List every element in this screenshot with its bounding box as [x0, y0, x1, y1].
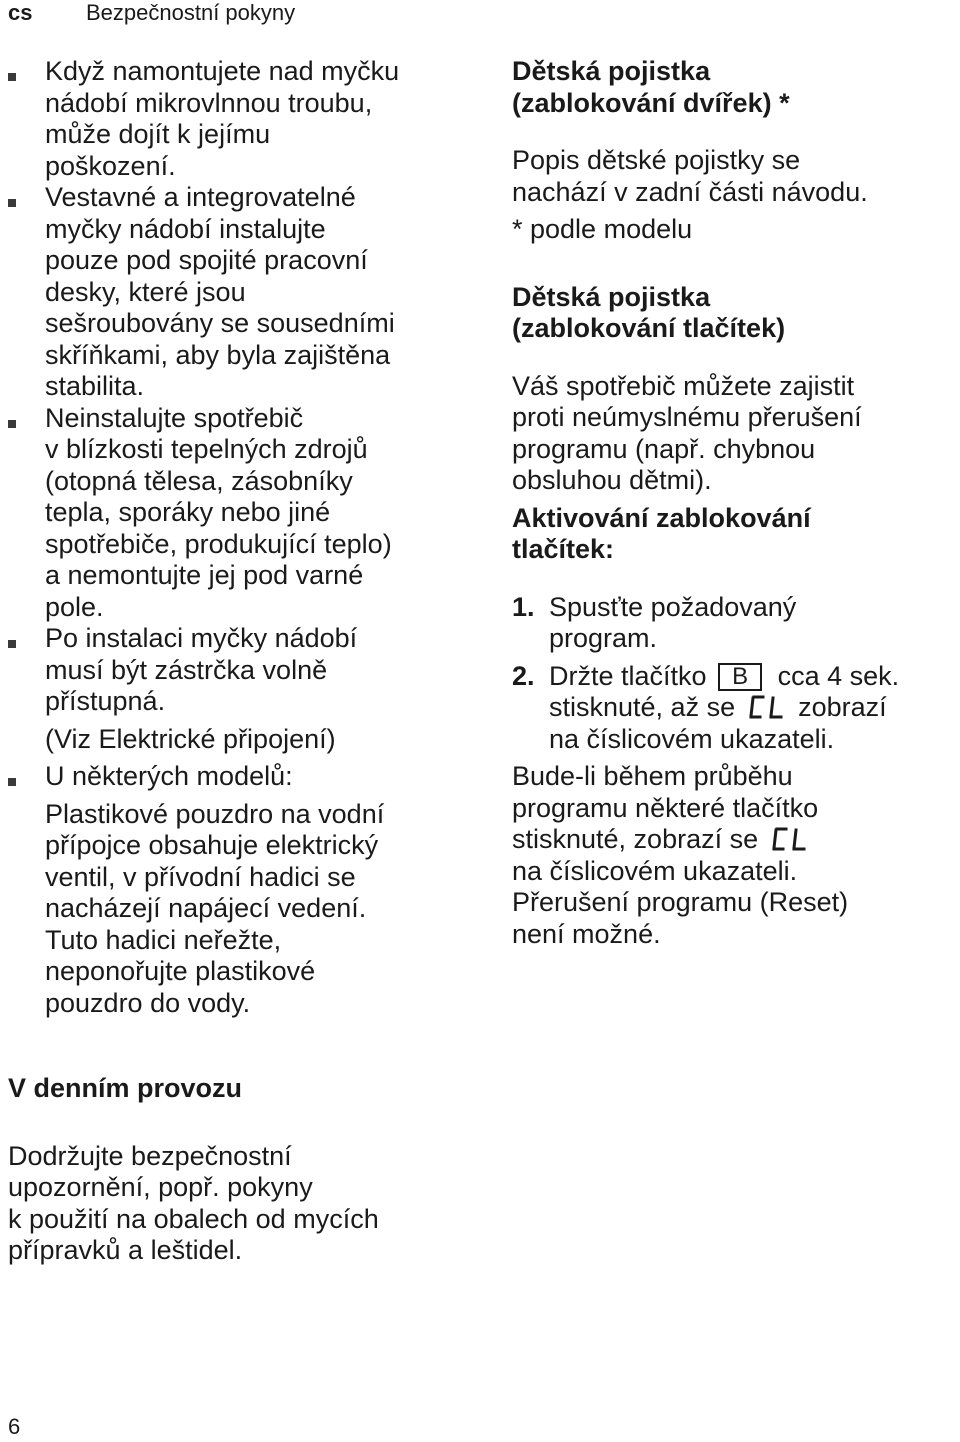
button-lock-description — [512, 371, 960, 497]
text-line: není možné. — [512, 918, 661, 949]
text-line: Po instalaci myčky nádobí — [45, 623, 358, 653]
text-line: tepla, sporáky nebo jiné — [45, 497, 331, 527]
heading-daily-operation: V denním provozu — [8, 1073, 243, 1103]
text-line: desky, které jsou — [45, 276, 246, 307]
bullet-some-models — [8, 761, 478, 793]
left-column — [8, 56, 478, 1019]
text-line: U některých modelů: — [45, 761, 293, 791]
text-line: na číslicovém ukazateli. — [549, 723, 835, 754]
text-line: pouzdro do vody. — [45, 987, 251, 1018]
heading-door-lock — [512, 56, 960, 119]
daily-operation-text — [8, 1141, 488, 1267]
cl-display-icon — [749, 694, 785, 720]
text-line: myčky nádobí instalujte — [45, 213, 326, 244]
daily-operation-section — [8, 1073, 488, 1267]
step-number: 1. — [512, 591, 535, 622]
key-b-icon: B — [718, 663, 762, 691]
right-column — [512, 56, 960, 950]
section-title: Bezpečnostní pokyny — [86, 0, 296, 25]
bullet-plug-access — [8, 623, 478, 718]
heading-activate-lock — [512, 503, 960, 566]
text-line: sešroubovány se sousedními — [45, 308, 395, 338]
text-line: přípojce obsahuje elektrický — [45, 830, 379, 860]
bullet-square-icon — [8, 73, 16, 81]
text-line: nachází v zadní části návodu. — [512, 176, 868, 207]
text-line: a nemontujte jej pod varné — [45, 560, 364, 590]
text-line: přípravků a leštidel. — [8, 1235, 243, 1265]
plastic-housing-text — [8, 799, 478, 1020]
text-line: (zablokování dvířek) * — [512, 87, 790, 118]
cl-display-icon — [772, 826, 808, 852]
step-2 — [512, 661, 960, 756]
text-line: programu (např. chybnou — [512, 433, 816, 464]
bullet-worktop — [8, 182, 478, 403]
text-line: ventil, v přívodní hadici se — [45, 861, 356, 892]
text-line: obsluhou dětmi). — [512, 465, 712, 495]
text-line: spotřebiče, produkující teplo) — [45, 528, 392, 559]
text-line: na číslicovém ukazateli. — [512, 855, 798, 886]
text-line: stabilita. — [45, 371, 145, 401]
text-line: (zablokování tlačítek) — [512, 313, 786, 343]
text-fragment: stisknuté, zobrazí se — [512, 824, 759, 854]
language-code: cs — [8, 0, 33, 25]
text-fragment: zobrazí — [798, 692, 887, 722]
heading-button-lock — [512, 282, 960, 345]
door-lock-description — [512, 145, 960, 208]
text-fragment: Držte tlačítko — [549, 660, 707, 691]
bullet-square-icon — [8, 420, 16, 428]
step-1 — [512, 592, 960, 655]
text-line: skříňkami, aby byla zajištěna — [45, 339, 391, 370]
text-line: Váš spotřebič můžete zajistit — [512, 370, 855, 401]
text-line: Popis dětské pojistky se — [512, 145, 801, 175]
text-line: Bude-li během průběhu — [512, 761, 793, 791]
text-line: Dětská pojistka — [512, 56, 711, 86]
text-fragment: stisknuté, až se — [549, 692, 736, 722]
text-line: Dodržujte bezpečnostní — [8, 1140, 292, 1171]
text-line — [549, 692, 960, 724]
text-line: Když namontujete nad myčku — [45, 56, 400, 86]
text-line: poškození. — [45, 150, 176, 181]
model-note: * podle modelu — [512, 214, 693, 244]
text-line: Neinstalujte spotřebič — [45, 402, 304, 433]
text-line: musí být zástrčka volně — [45, 654, 328, 685]
text-line: Přerušení programu (Reset) — [512, 887, 849, 917]
page-number: 6 — [8, 1414, 21, 1439]
text-line: proti neúmyslnému přerušení — [512, 402, 862, 432]
text-line: neponořujte plastikové — [45, 956, 316, 986]
text-line: může dojít k jejímu — [45, 119, 271, 149]
interrupt-info — [512, 761, 960, 950]
step-number: 2. — [512, 660, 535, 691]
text-line: (otopná tělesa, zásobníky — [45, 465, 353, 496]
text-line: programu některé tlačítko — [512, 792, 819, 823]
text-line: nádobí mikrovlnnou troubu, — [45, 87, 373, 118]
text-line — [549, 661, 960, 693]
text-line — [512, 824, 960, 856]
bullet-square-icon — [8, 199, 16, 207]
page-header — [8, 0, 296, 26]
text-line: k použití na obalech od mycích — [8, 1203, 379, 1234]
text-line: program. — [549, 623, 658, 653]
text-line: Tuto hadici neřežte, — [45, 924, 282, 955]
bullet-square-icon — [8, 778, 16, 786]
bullet-microwave — [8, 56, 478, 182]
text-line: přístupná. — [45, 686, 166, 716]
text-line: nacházejí napájecí vedení. — [45, 893, 367, 923]
text-fragment: cca 4 sek. — [777, 660, 900, 691]
text-line: pouze pod spojité pracovní — [45, 245, 368, 275]
text-line: Spusťte požadovaný — [549, 591, 797, 622]
text-line: v blízkosti tepelných zdrojů — [45, 434, 368, 464]
text-line: Dětská pojistka — [512, 281, 711, 312]
text-line: Aktivování zablokování — [512, 502, 811, 533]
bullet-square-icon — [8, 640, 16, 648]
bullet-heat-sources — [8, 403, 478, 624]
electrical-connection-note: (Viz Elektrické připojení) — [45, 723, 336, 754]
text-line: Vestavné a integrovatelné — [45, 182, 356, 212]
text-line: upozornění, popř. pokyny — [8, 1172, 313, 1202]
text-line: Plastikové pouzdro na vodní — [45, 798, 385, 829]
text-line: pole. — [45, 591, 104, 622]
text-line: tlačítek: — [512, 534, 615, 564]
